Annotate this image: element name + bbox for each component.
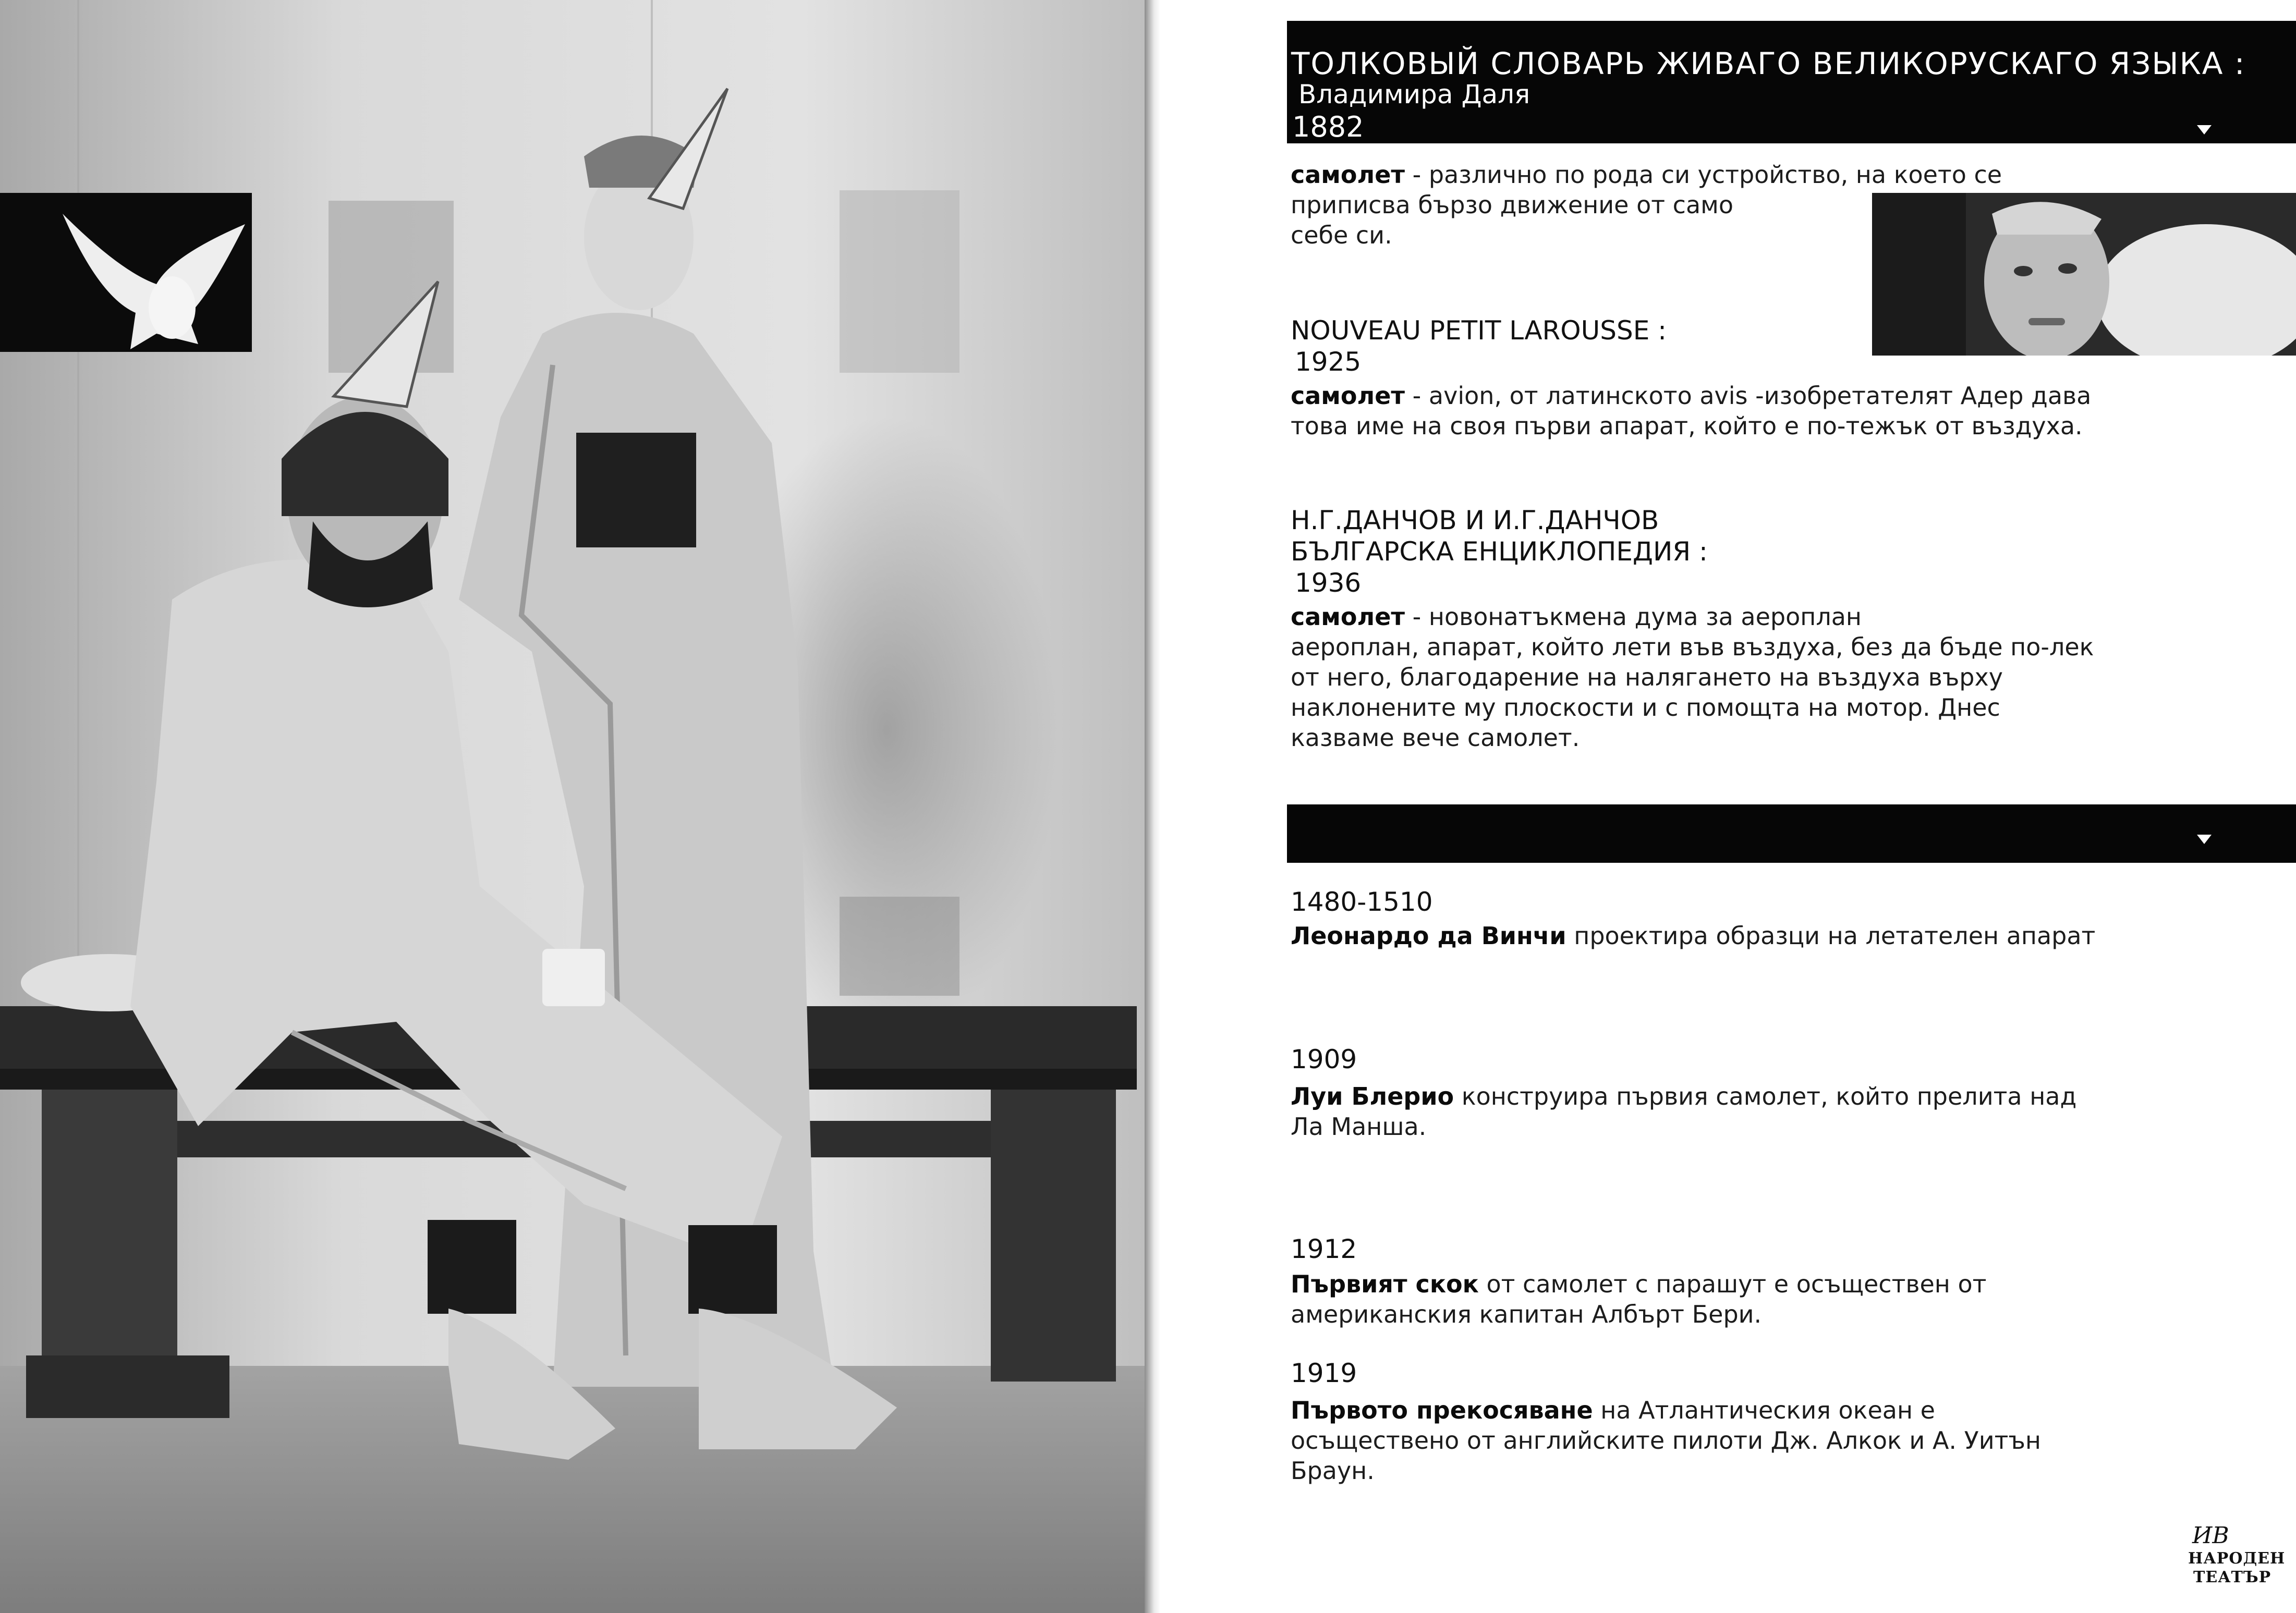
- larousse-definition-line2: това име на своя първи апарат, който е по-тежък от въздуха.: [1291, 412, 2083, 440]
- logo-script: ИВ: [2192, 1522, 2229, 1549]
- dictionary-banner: [1287, 21, 2296, 143]
- danchov-definition-line5: казваме вече самолет.: [1291, 724, 1580, 752]
- dal-dictionary-year: 1882: [1292, 111, 1364, 143]
- dal-definition-line1: самолет - различно по рода си устройство, на което се: [1291, 161, 2002, 189]
- timeline-entry-4: Първото прекосяване на Атлантическия океан е: [1291, 1396, 1935, 1424]
- timeline-year-3: 1912: [1291, 1234, 1357, 1264]
- timeline-year-4: 1919: [1291, 1358, 1357, 1388]
- dove-icon: [0, 193, 252, 352]
- danchov-definition-line1: самолет - новонатъкмена дума за аероплан: [1291, 603, 1862, 631]
- timeline-entry-1: Леонардо да Винчи проектира образци на летателен апарат: [1291, 922, 2096, 950]
- timeline-entry-4-line3: Браун.: [1291, 1457, 1375, 1485]
- dal-definition-line3: себе си.: [1291, 221, 1392, 249]
- dal-dictionary-author: Владимира Даля: [1298, 79, 1530, 109]
- timeline-entry-3: Първият скок от самолет с парашут е осъществен от: [1291, 1270, 1987, 1298]
- danchov-encyclopedia-title: БЪЛГАРСКА ЕНЦИКЛОПЕДИЯ :: [1291, 536, 1708, 567]
- dove-inset: [0, 193, 252, 352]
- danchov-term: самолет: [1291, 603, 1405, 631]
- danchov-definition-line3: от него, благодарение на налягането на въздуха върху: [1291, 663, 2003, 691]
- danchov-year: 1936: [1295, 568, 1362, 598]
- page-gutter: [1145, 0, 1160, 1613]
- triangle-down-icon: [2197, 125, 2212, 135]
- larousse-term: самолет: [1291, 382, 1405, 410]
- dal-term: самолет: [1291, 161, 1405, 189]
- triangle-down-icon: [2197, 835, 2212, 844]
- larousse-title: NOUVEAU PETIT LAROUSSE :: [1291, 315, 1667, 346]
- timeline-year-2: 1909: [1291, 1044, 1357, 1074]
- actress-face-photo: [1872, 193, 2296, 356]
- dal-dictionary-title: ТОЛКОВЫЙ СЛОВАРЬ ЖИВАГО ВЕЛИКОРУСКАГО ЯЗЫКА :: [1291, 46, 2246, 81]
- timeline-entry-3-line2: американския капитан Албърт Бери.: [1291, 1300, 1762, 1328]
- timeline-entry-4-line2: осъществено от английските пилоти Дж. Алкок и А. Уитън: [1291, 1426, 2041, 1455]
- larousse-definition-line1: самолет - avion, от латинското avis -изобретателят Адер дава: [1291, 382, 2092, 410]
- national-theatre-logo: [2188, 1522, 2286, 1590]
- stage-photo: [0, 0, 1145, 1613]
- dal-definition-line2: приписва бързо движение от само: [1291, 191, 1733, 219]
- timeline-year-1: 1480-1510: [1291, 887, 1433, 917]
- danchov-definition-line4: наклонените му плоскости и с помощта на мотор. Днес: [1291, 693, 2000, 722]
- timeline-entry-2: Луи Блерио конструира първия самолет, който прелита над: [1291, 1082, 2077, 1110]
- danchov-definition-line2: аероплан, апарат, който лети във въздуха, без да бъде по-лек: [1291, 633, 2094, 661]
- logo-line1: НАРОДЕН: [2188, 1549, 2286, 1568]
- timeline-entry-2-line2: Ла Манша.: [1291, 1113, 1427, 1141]
- face-photo-graphic: [1872, 193, 2296, 356]
- logo-line2: ТЕАТЪР: [2193, 1568, 2271, 1586]
- timeline-banner: [1287, 804, 2296, 863]
- larousse-year: 1925: [1295, 347, 1362, 377]
- danchov-authors: Н.Г.ДАНЧОВ И И.Г.ДАНЧОВ: [1291, 505, 1659, 535]
